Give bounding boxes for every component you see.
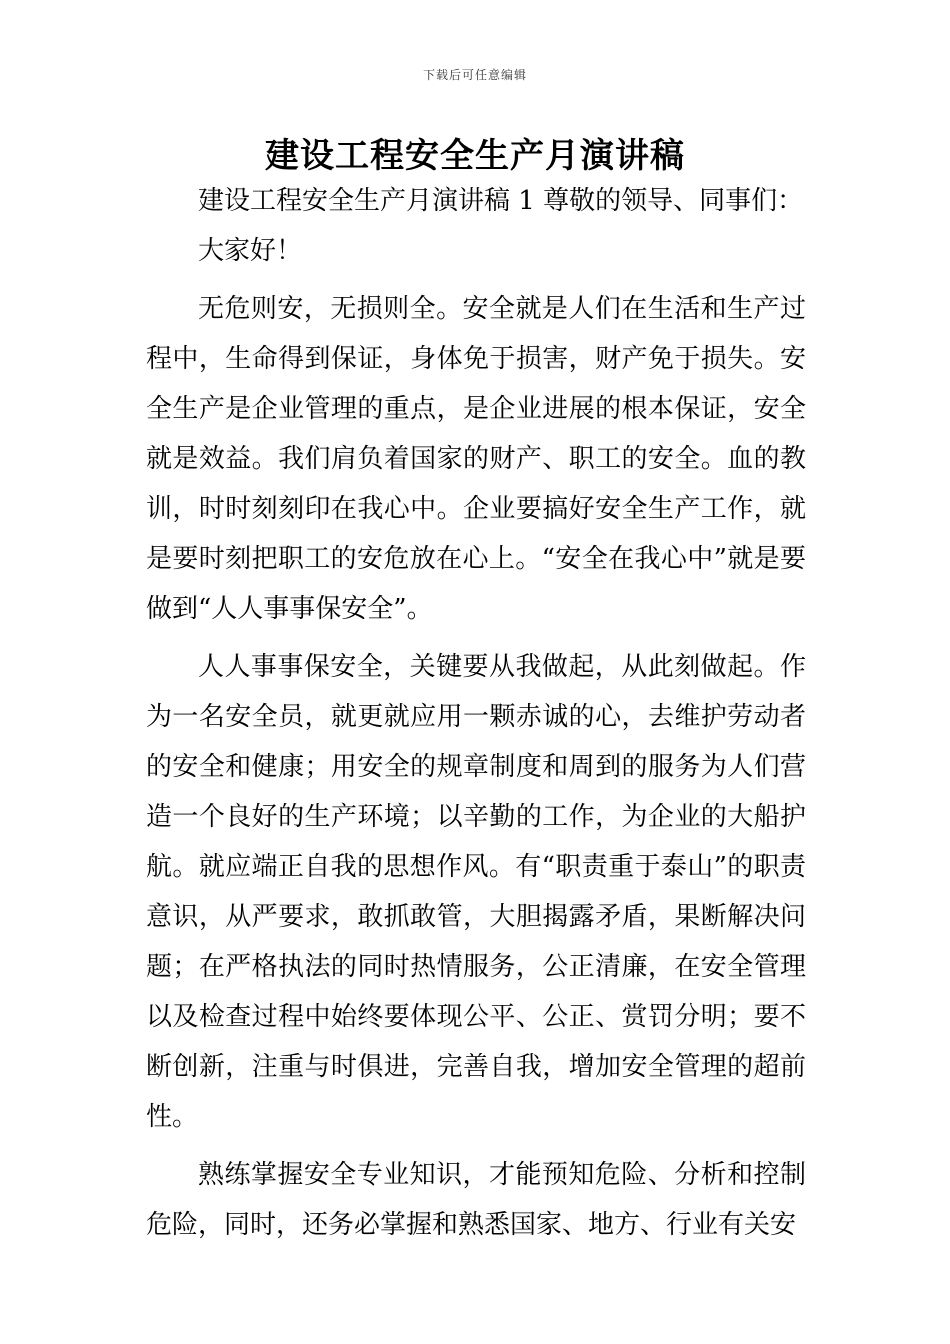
paragraph-salutation: 大家好！ <box>198 236 303 266</box>
document-body <box>146 176 806 1250</box>
document-title: 建设工程安全生产月演讲稿 <box>265 136 685 176</box>
paragraph-2: 人人事事保安全，关键要从我做起，从此刻做起。作为一名安全员，就更就应用一颗赤诚的心，去维护劳动者的安全和健康；用安全的规章制度和周到的服务为人们营造一个良好的生产环境；以辛勤的工作，为企业的大船护航。就应端正自我的思想作风。有“职责重于泰山”的职责意识，从严要求，敢抓敢管，大胆揭露矛盾，果断解决问题；在严格执法的同时热情服务，公正清廉，在安全管理以及检查过程中始终要体现公平、公正、赏罚分明；要不断创新，注重与时俱进，完善自我，增加安全管理的超前性。 <box>146 652 806 1132</box>
paragraph-1: 无危则安，无损则全。安全就是人们在生活和生产过程中，生命得到保证，身体免于损害，财产免于损失。安全生产是企业管理的重点，是企业进展的根本保证，安全就是效益。我们肩负着国家的财产、职工的安全。血的教训，时时刻刻印在我心中。企业要搞好安全生产工作，就是要时刻把职工的安危放在心上。“安全在我心中”就是要做到“人人事事保安全”。 <box>146 294 806 624</box>
paragraph-3: 熟练掌握安全专业知识，才能预知危险、分析和控制危险，同时，还务必掌握和熟悉国家、地方、行业有关安 <box>146 1160 806 1240</box>
header-note: 下载后可任意编辑 <box>422 68 527 82</box>
paragraph-greeting-line: 建设工程安全生产月演讲稿 1 尊敬的领导、同事们： <box>198 186 804 216</box>
